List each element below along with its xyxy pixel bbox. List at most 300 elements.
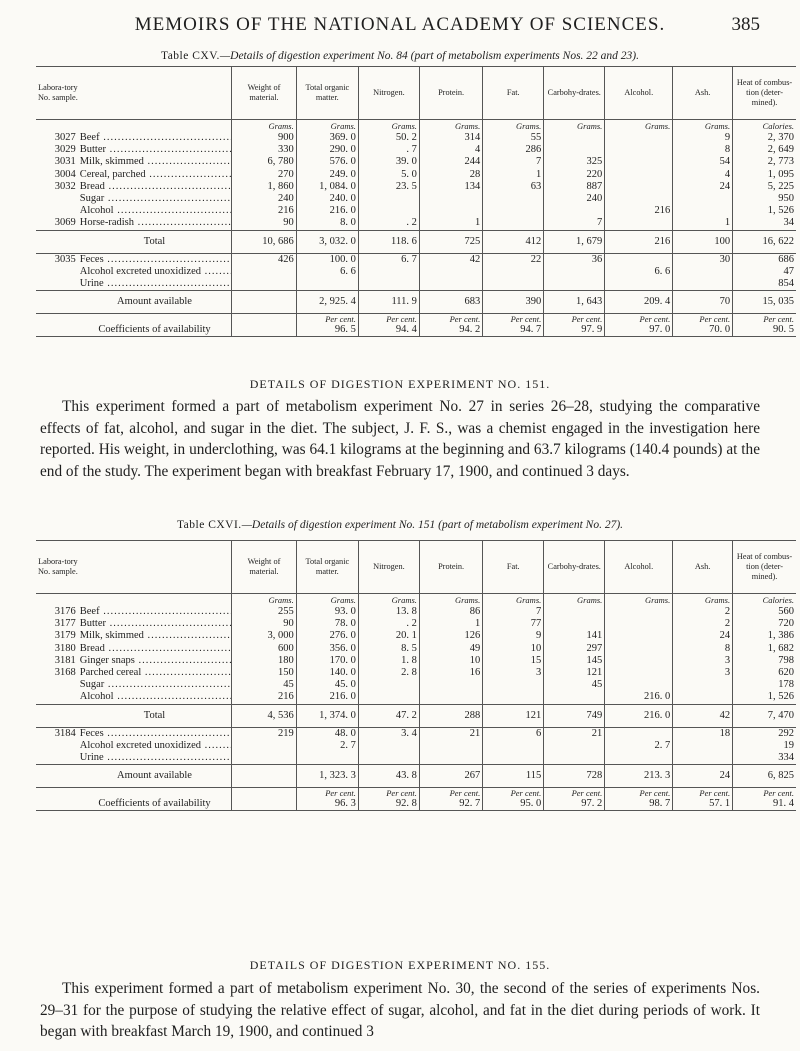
blank-cell	[36, 798, 80, 811]
value-cell: 288	[419, 704, 482, 727]
sample-number: 3181	[54, 654, 76, 666]
value-cell: 118. 6	[358, 230, 419, 253]
running-header	[0, 12, 800, 36]
value-cell	[419, 752, 482, 765]
caption-label: Table CXV.	[160, 50, 220, 62]
table-row	[36, 132, 796, 144]
value-cell: 314	[419, 132, 482, 144]
value-cell	[419, 266, 482, 278]
column-header: Ash.	[673, 541, 733, 594]
value-cell: 390	[483, 291, 544, 314]
value-cell: 240. 0	[296, 193, 358, 205]
value-cell: 600	[232, 643, 296, 655]
value-cell	[605, 727, 673, 740]
percent-units-row	[36, 314, 796, 325]
value-cell	[483, 752, 544, 765]
value-cell: 216	[232, 205, 296, 217]
unit-label: Per cent.	[605, 788, 673, 799]
value-cell: 3, 000	[232, 630, 296, 642]
value-cell: 1. 8	[358, 655, 419, 667]
value-cell	[232, 740, 296, 752]
units-blank	[80, 120, 232, 133]
value-cell: 216. 0	[296, 691, 358, 704]
blank-cell	[36, 314, 80, 325]
blank-cell	[232, 788, 296, 799]
value-cell	[358, 266, 419, 278]
value-cell: 57. 1	[673, 798, 733, 811]
value-cell: 126	[419, 630, 482, 642]
unit-label: Grams.	[232, 594, 296, 607]
unit-label: Grams.	[296, 594, 358, 607]
value-cell: 219	[232, 727, 296, 740]
value-cell	[605, 169, 673, 181]
value-cell: 141	[544, 630, 605, 642]
value-cell: 276. 0	[296, 630, 358, 642]
sample-number: 3027	[54, 132, 76, 144]
value-cell	[605, 217, 673, 230]
value-cell	[605, 630, 673, 642]
value-cell	[673, 278, 733, 291]
row-label: Total	[80, 230, 232, 253]
value-cell: 90	[232, 217, 296, 230]
item-cell	[80, 752, 232, 765]
value-cell: 560	[733, 606, 796, 618]
value-cell: 6	[483, 727, 544, 740]
value-cell	[605, 618, 673, 630]
unit-label: Per cent.	[673, 314, 733, 325]
value-cell	[544, 144, 605, 156]
sample-number: 3177	[54, 618, 76, 630]
item-cell	[80, 266, 232, 278]
value-cell: 77	[483, 618, 544, 630]
value-cell: 3	[673, 655, 733, 667]
value-cell	[483, 679, 544, 691]
value-cell: 8. 5	[358, 643, 419, 655]
unit-label: Grams.	[419, 120, 482, 133]
blank-cell	[36, 704, 80, 727]
value-cell: 100	[673, 230, 733, 253]
value-cell: 728	[544, 765, 605, 788]
sample-number: 3069	[54, 217, 76, 229]
item-name: Urine	[79, 277, 104, 289]
value-cell: 23. 5	[358, 181, 419, 193]
unit-label: Per cent.	[544, 314, 605, 325]
sample-number: 3029	[54, 144, 76, 156]
units-blank	[36, 120, 80, 133]
value-cell: 900	[232, 132, 296, 144]
value-cell: 330	[232, 144, 296, 156]
value-cell	[673, 752, 733, 765]
value-cell: 6, 780	[232, 156, 296, 168]
value-cell: 97. 2	[544, 798, 605, 811]
value-cell: 6. 7	[358, 253, 419, 266]
item-name: Milk, skimmed	[79, 630, 144, 642]
value-cell	[605, 278, 673, 291]
value-cell: 1, 374. 0	[296, 704, 358, 727]
value-cell: 10	[419, 655, 482, 667]
sample-number	[36, 691, 80, 704]
value-cell: 121	[544, 667, 605, 679]
value-cell: 8	[673, 643, 733, 655]
value-cell: 749	[544, 704, 605, 727]
value-cell	[605, 606, 673, 618]
value-cell: 24	[673, 765, 733, 788]
unit-label: Grams.	[232, 120, 296, 133]
item-name: Alcohol	[79, 205, 114, 217]
available-row	[36, 765, 796, 788]
value-cell: 45	[232, 679, 296, 691]
value-cell	[358, 752, 419, 765]
column-header: Weight of material.	[232, 67, 296, 120]
row-label: Coefficients of availability	[80, 324, 232, 337]
value-cell: 36	[544, 253, 605, 266]
value-cell: 683	[419, 291, 482, 314]
value-cell: 1, 682	[733, 643, 796, 655]
value-cell	[544, 205, 605, 217]
value-cell: 290. 0	[296, 144, 358, 156]
section-paragraph-151	[40, 396, 760, 482]
sample-number	[36, 679, 80, 691]
value-cell: 94. 2	[419, 324, 482, 337]
value-cell: 3	[673, 667, 733, 679]
value-cell	[605, 144, 673, 156]
value-cell: 5, 225	[733, 181, 796, 193]
value-cell: 24	[673, 630, 733, 642]
value-cell	[605, 655, 673, 667]
item-cell	[80, 643, 232, 655]
column-header: Fat.	[483, 541, 544, 594]
item-cell	[80, 169, 232, 181]
value-cell	[419, 193, 482, 205]
item-name: Milk, skimmed	[79, 156, 144, 168]
caption-label: Table CXVI.	[176, 519, 242, 531]
value-cell: 55	[483, 132, 544, 144]
row-label: Total	[80, 704, 232, 727]
unit-label: Calories.	[733, 120, 796, 133]
running-title: MEMOIRS OF THE NATIONAL ACADEMY OF SCIENCES.	[134, 14, 666, 35]
item-cell	[80, 630, 232, 642]
item-name: Butter	[79, 618, 106, 630]
unit-label: Per cent.	[544, 788, 605, 799]
value-cell: 170. 0	[296, 655, 358, 667]
table-row	[36, 217, 796, 230]
value-cell: 6, 825	[733, 765, 796, 788]
value-cell: 620	[733, 667, 796, 679]
value-cell: 95. 0	[483, 798, 544, 811]
value-cell: 70. 0	[673, 324, 733, 337]
value-cell: 1, 679	[544, 230, 605, 253]
value-cell	[232, 324, 296, 337]
value-cell	[673, 266, 733, 278]
unit-label: Per cent.	[733, 314, 796, 325]
value-cell: 98. 7	[605, 798, 673, 811]
value-cell: 28	[419, 169, 482, 181]
table-row	[36, 740, 796, 752]
item-cell	[80, 727, 232, 740]
table-row	[36, 679, 796, 691]
row-label: Amount available	[80, 765, 232, 788]
blank-cell	[36, 765, 80, 788]
value-cell	[605, 679, 673, 691]
value-cell: 209. 4	[605, 291, 673, 314]
value-cell: 356. 0	[296, 643, 358, 655]
value-cell: 4, 536	[232, 704, 296, 727]
unit-label: Per cent.	[673, 788, 733, 799]
item-name: Urine	[79, 751, 104, 763]
value-cell: 286	[483, 144, 544, 156]
value-cell: 54	[673, 156, 733, 168]
unit-label: Grams.	[358, 594, 419, 607]
value-cell: 1, 860	[232, 181, 296, 193]
value-cell: 4	[673, 169, 733, 181]
value-cell	[296, 278, 358, 291]
value-cell: 48. 0	[296, 727, 358, 740]
table-caption-2	[0, 519, 800, 531]
value-cell: 134	[419, 181, 482, 193]
value-cell: 93. 0	[296, 606, 358, 618]
column-header: Total organic matter.	[296, 541, 358, 594]
unit-label: Grams.	[605, 120, 673, 133]
units-row	[36, 120, 796, 133]
value-cell: 9	[673, 132, 733, 144]
value-cell	[605, 132, 673, 144]
value-cell: 1, 084. 0	[296, 181, 358, 193]
total-row	[36, 704, 796, 727]
value-cell: 1	[419, 217, 482, 230]
value-cell: 2	[673, 606, 733, 618]
unit-label: Per cent.	[733, 788, 796, 799]
value-cell: 369. 0	[296, 132, 358, 144]
value-cell: 725	[419, 230, 482, 253]
item-name: Ginger snaps	[79, 654, 135, 666]
value-cell	[544, 278, 605, 291]
table-row	[36, 618, 796, 630]
value-cell: 216. 0	[605, 704, 673, 727]
value-cell: 2. 7	[296, 740, 358, 752]
item-name: Butter	[79, 144, 106, 156]
value-cell: 216	[605, 230, 673, 253]
value-cell: 412	[483, 230, 544, 253]
value-cell: 1	[419, 618, 482, 630]
item-cell	[80, 679, 232, 691]
table-row	[36, 205, 796, 217]
table-row	[36, 193, 796, 205]
value-cell: 2	[673, 618, 733, 630]
value-cell: 244	[419, 156, 482, 168]
value-cell: 121	[483, 704, 544, 727]
value-cell	[483, 278, 544, 291]
unit-label: Per cent.	[296, 788, 358, 799]
column-header: Weight of material.	[232, 541, 296, 594]
sample-number: 3032	[54, 180, 76, 192]
value-cell	[605, 193, 673, 205]
value-cell: 24	[673, 181, 733, 193]
value-cell: 13. 8	[358, 606, 419, 618]
value-cell: 91. 4	[733, 798, 796, 811]
unit-label: Grams.	[296, 120, 358, 133]
item-cell	[80, 618, 232, 630]
value-cell: 70	[673, 291, 733, 314]
value-cell: 1, 526	[733, 691, 796, 704]
column-header: Carbohy-drates.	[544, 67, 605, 120]
unit-label: Grams.	[605, 594, 673, 607]
item-name: Alcohol excreted unoxidized	[79, 265, 202, 277]
value-cell	[544, 691, 605, 704]
unit-label: Calories.	[733, 594, 796, 607]
column-header: Carbohy-drates.	[544, 541, 605, 594]
value-cell: 18	[673, 727, 733, 740]
value-cell	[358, 193, 419, 205]
value-cell	[419, 679, 482, 691]
value-cell	[544, 132, 605, 144]
value-cell: 21	[419, 727, 482, 740]
value-cell: 21	[544, 727, 605, 740]
value-cell	[605, 752, 673, 765]
value-cell: . 2	[358, 217, 419, 230]
item-cell	[80, 181, 232, 193]
value-cell	[358, 679, 419, 691]
value-cell: 42	[673, 704, 733, 727]
value-cell	[673, 691, 733, 704]
value-cell: 94. 4	[358, 324, 419, 337]
unit-label: Per cent.	[419, 314, 482, 325]
value-cell	[673, 679, 733, 691]
value-cell: 10	[483, 643, 544, 655]
table-row	[36, 144, 796, 156]
sample-number: 3179	[54, 630, 76, 642]
value-cell: 426	[232, 253, 296, 266]
unit-label: Grams.	[358, 120, 419, 133]
value-cell: 2, 370	[733, 132, 796, 144]
unit-label: Grams.	[673, 120, 733, 133]
sample-number: 3168	[54, 667, 76, 679]
value-cell: 240	[232, 193, 296, 205]
value-cell: 94. 7	[483, 324, 544, 337]
value-cell: 2, 773	[733, 156, 796, 168]
value-cell: 45. 0	[296, 679, 358, 691]
unit-label: Grams.	[544, 120, 605, 133]
column-header	[80, 541, 232, 594]
item-name: Beef	[79, 132, 100, 144]
item-cell	[80, 156, 232, 168]
value-cell: 97. 9	[544, 324, 605, 337]
sample-number	[36, 266, 80, 278]
value-cell: 42	[419, 253, 482, 266]
column-header: Ash.	[673, 67, 733, 120]
item-name: Alcohol excreted unoxidized	[79, 739, 202, 751]
value-cell: 2, 649	[733, 144, 796, 156]
blank-cell	[36, 324, 80, 337]
value-cell: 887	[544, 181, 605, 193]
value-cell: 8	[673, 144, 733, 156]
value-cell: 292	[733, 727, 796, 740]
item-name: Feces	[79, 727, 104, 739]
item-cell	[80, 193, 232, 205]
table-row	[36, 691, 796, 704]
value-cell	[544, 266, 605, 278]
sample-number	[36, 205, 80, 217]
value-cell: 950	[733, 193, 796, 205]
value-cell: 1	[483, 169, 544, 181]
item-cell	[80, 144, 232, 156]
item-name: Cereal, parched	[79, 168, 146, 180]
value-cell	[419, 205, 482, 217]
column-header: Heat of combus-tion (deter-mined).	[733, 541, 796, 594]
caption-text: —Details of digestion experiment No. 151 (part of metabolism experiment No. 27).	[241, 519, 624, 531]
value-cell	[673, 205, 733, 217]
value-cell: 2, 925. 4	[296, 291, 358, 314]
percent-units-row	[36, 788, 796, 799]
value-cell	[483, 740, 544, 752]
column-header: Protein.	[419, 541, 482, 594]
unit-label: Per cent.	[358, 788, 419, 799]
value-cell: 334	[733, 752, 796, 765]
table-row	[36, 667, 796, 679]
table-row	[36, 181, 796, 193]
coefficients-row	[36, 324, 796, 337]
item-name: Horse-radish	[79, 217, 134, 229]
value-cell	[544, 606, 605, 618]
value-cell: 6. 6	[605, 266, 673, 278]
value-cell: 6. 6	[296, 266, 358, 278]
table-row	[36, 752, 796, 765]
item-name: Bread	[79, 642, 105, 654]
value-cell	[419, 691, 482, 704]
item-cell	[80, 132, 232, 144]
column-header	[80, 67, 232, 120]
sample-number	[36, 278, 80, 291]
value-cell	[544, 740, 605, 752]
value-cell: 8. 0	[296, 217, 358, 230]
value-cell: 115	[483, 765, 544, 788]
total-row	[36, 230, 796, 253]
unit-label: Per cent.	[296, 314, 358, 325]
table-row	[36, 156, 796, 168]
unit-label: Grams.	[483, 120, 544, 133]
table-row	[36, 727, 796, 740]
value-cell: 16, 622	[733, 230, 796, 253]
header-row	[36, 67, 796, 120]
item-name: Feces	[79, 253, 104, 265]
value-cell: 100. 0	[296, 253, 358, 266]
item-cell	[80, 655, 232, 667]
value-cell	[232, 752, 296, 765]
value-cell: 7, 470	[733, 704, 796, 727]
value-cell	[483, 205, 544, 217]
value-cell	[232, 798, 296, 811]
item-name: Sugar	[79, 679, 105, 691]
unit-label: Grams.	[673, 594, 733, 607]
value-cell: 9	[483, 630, 544, 642]
value-cell: 2. 7	[605, 740, 673, 752]
value-cell	[605, 156, 673, 168]
value-cell: 1, 095	[733, 169, 796, 181]
value-cell: 1, 323. 3	[296, 765, 358, 788]
table-row	[36, 278, 796, 291]
column-header: Total organic matter.	[296, 67, 358, 120]
table-caption-1	[0, 50, 800, 62]
section-paragraph-155	[40, 978, 760, 1043]
value-cell: 22	[483, 253, 544, 266]
value-cell	[232, 765, 296, 788]
value-cell	[358, 740, 419, 752]
sample-number: 3004	[54, 168, 76, 180]
item-cell	[80, 278, 232, 291]
value-cell: 15, 035	[733, 291, 796, 314]
value-cell: 220	[544, 169, 605, 181]
item-cell	[80, 740, 232, 752]
value-cell: . 7	[358, 144, 419, 156]
